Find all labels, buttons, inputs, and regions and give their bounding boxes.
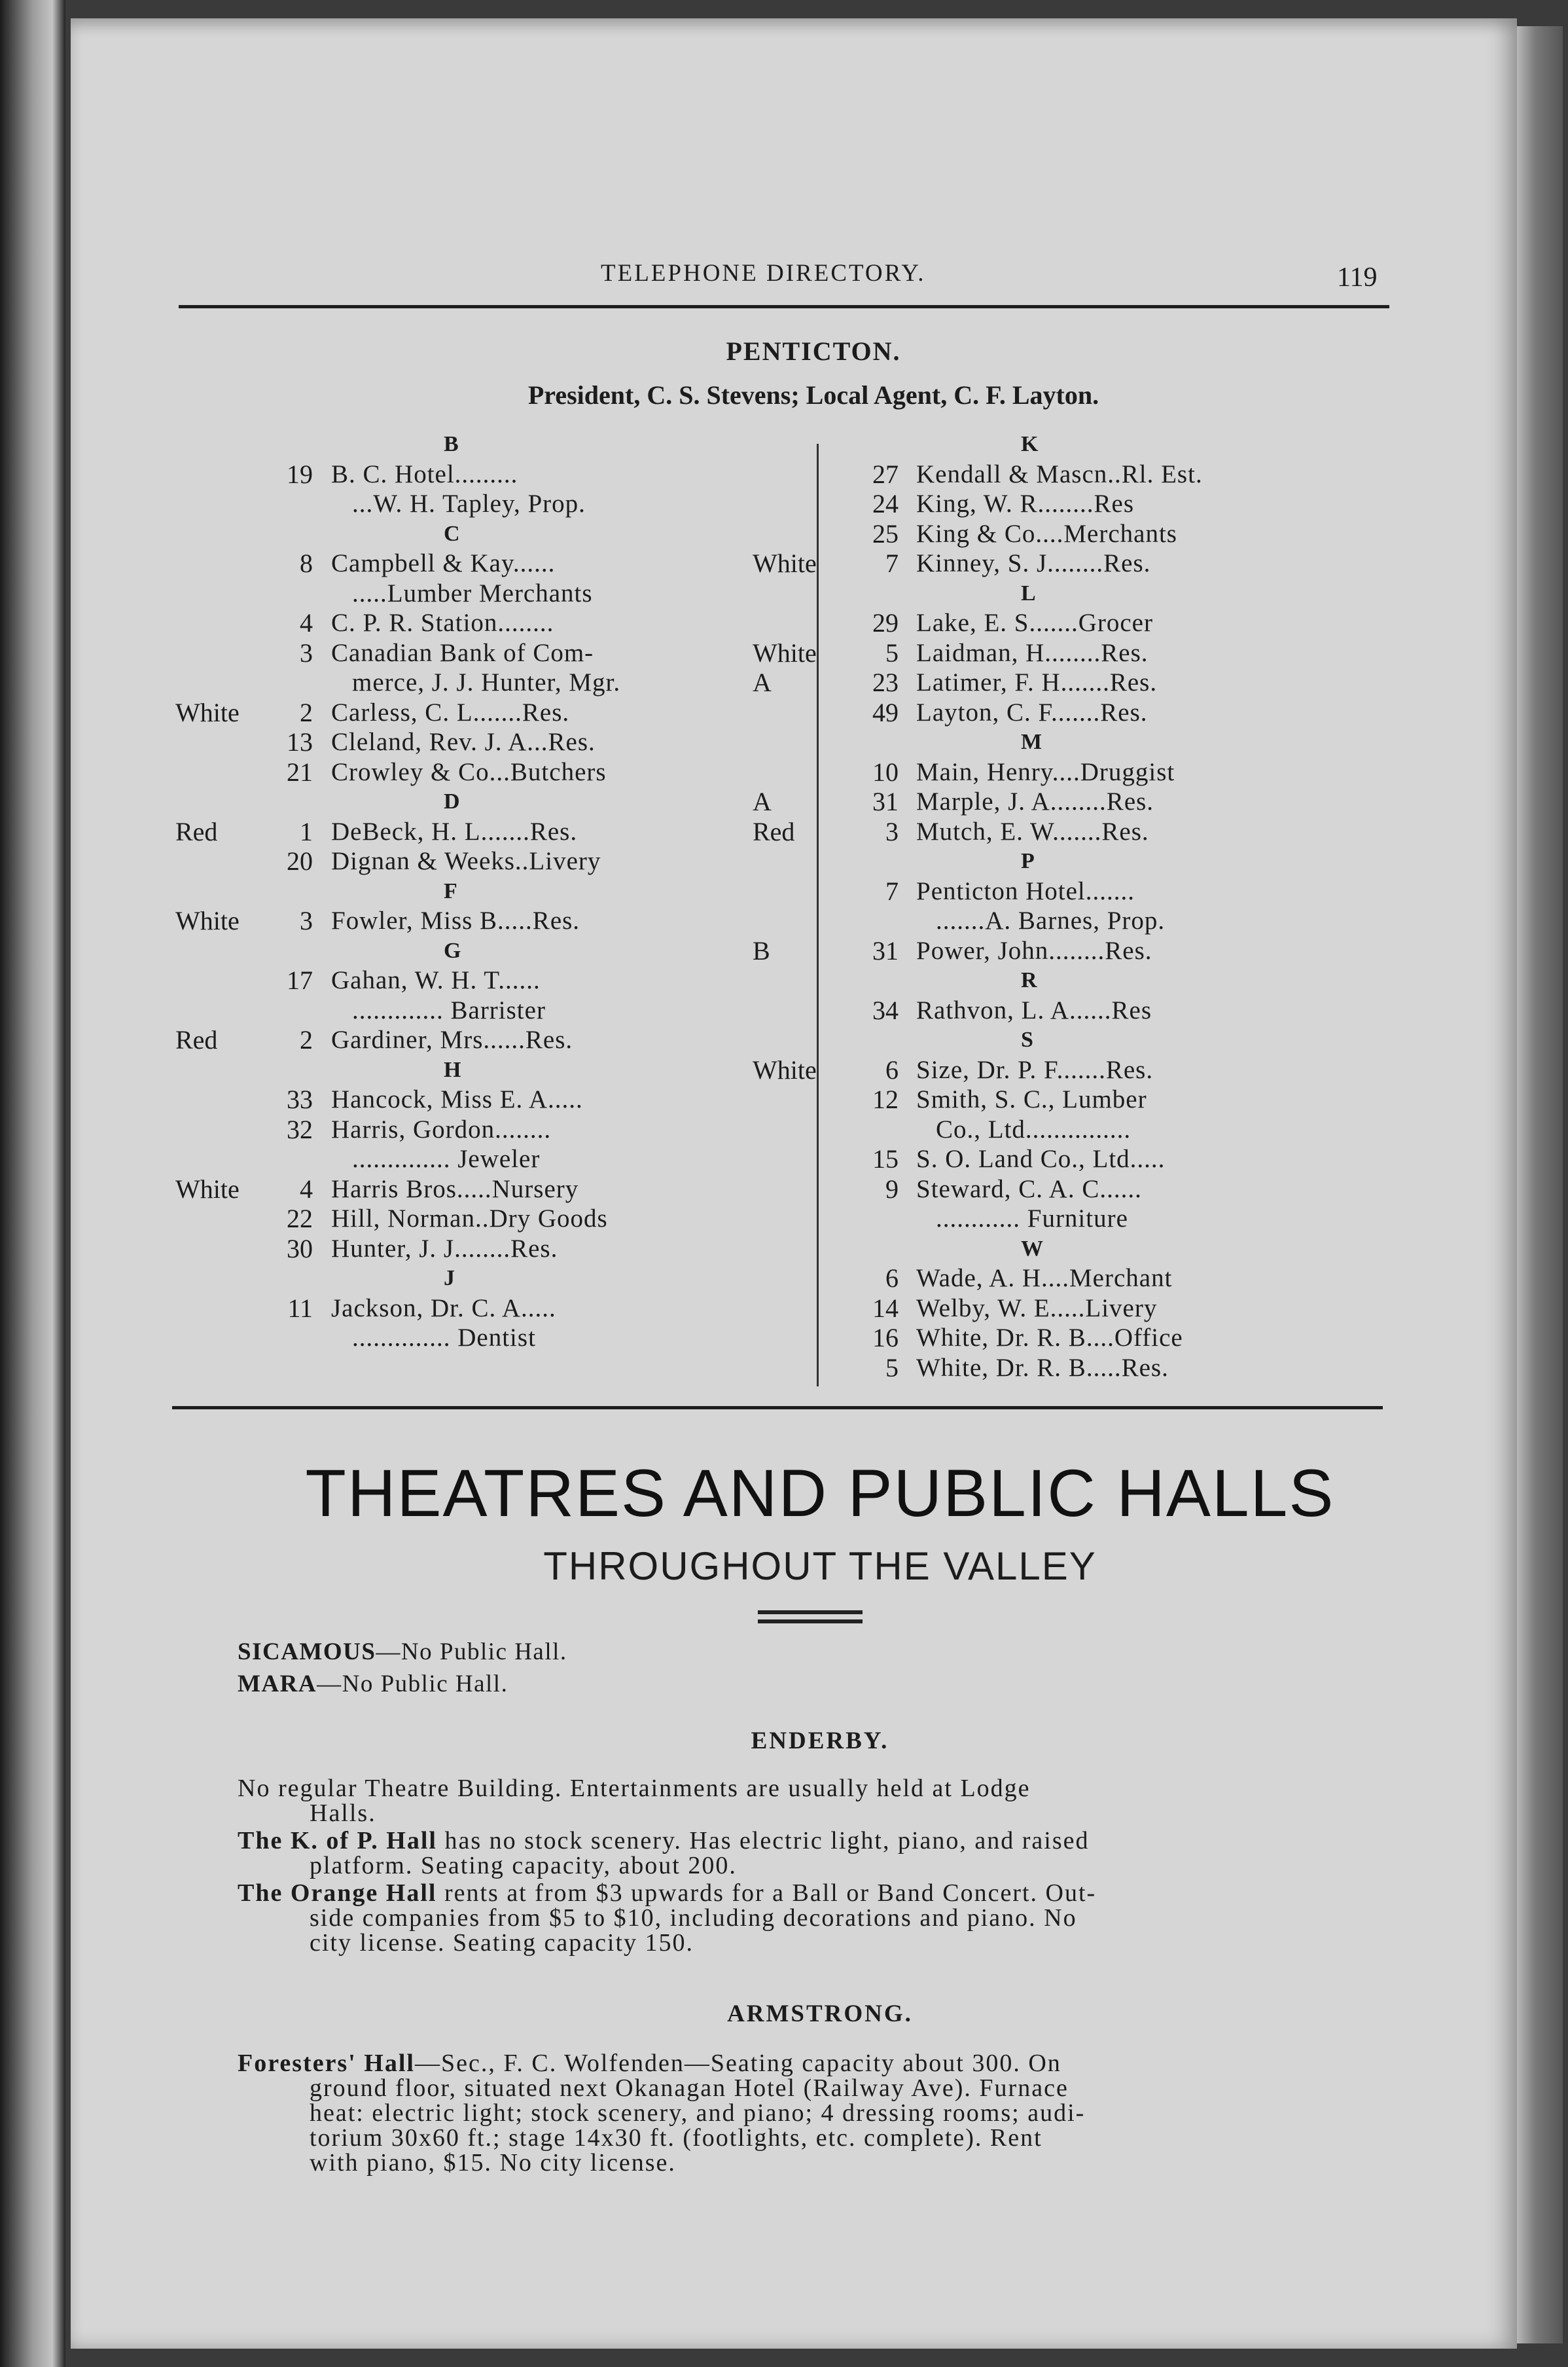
left-listing-continuation: ...W. H. Tapley, Prop.	[352, 490, 586, 518]
left-phone-number: 30	[287, 1233, 313, 1263]
left-phone-number: 32	[287, 1114, 313, 1144]
left-letter-heading: F	[444, 878, 457, 903]
right-phone-number: 31	[872, 935, 899, 966]
left-letter-heading: H	[444, 1057, 461, 1082]
enderby-p1-line2: Halls.	[310, 1799, 376, 1827]
town-officers: President, C. S. Stevens; Local Agent, C. F. Layton.	[527, 380, 1099, 410]
right-listing-name: White, Dr. R. B....Office	[916, 1324, 1183, 1352]
scan-edge-right	[1517, 26, 1563, 2343]
left-phone-number: 3	[300, 638, 313, 668]
left-ring-tag: White	[175, 697, 240, 727]
section-title: THEATRES AND PUBLIC HALLS	[305, 1456, 1335, 1530]
right-listing-name: King & Co....Merchants	[916, 519, 1177, 548]
left-listing-name: Gahan, W. H. T......	[331, 966, 541, 994]
left-phone-number: 8	[300, 549, 313, 578]
section-subtitle: THROUGHOUT THE VALLEY	[543, 1544, 1097, 1588]
orange-hall-name: The Orange Hall	[238, 1879, 437, 1907]
right-phone-number: 6	[885, 1055, 899, 1085]
right-listing-name: Welby, W. E.....Livery	[916, 1293, 1158, 1322]
right-listing-name: Latimer, F. H.......Res.	[916, 668, 1158, 696]
page-number: 119	[1337, 262, 1378, 293]
right-phone-number: 12	[872, 1085, 899, 1114]
foresters-hall-name: Foresters' Hall	[238, 2050, 415, 2077]
right-listing-name: Layton, C. F.......Res.	[916, 698, 1148, 727]
left-letter-heading: G	[444, 938, 461, 963]
left-phone-number: 3	[300, 906, 313, 935]
left-ring-tag: Red	[175, 816, 218, 846]
right-listing-name: Rathvon, L. A......Res	[916, 996, 1152, 1024]
right-listing-name: White, Dr. R. B.....Res.	[916, 1353, 1169, 1382]
left-letter-heading: J	[444, 1266, 455, 1290]
enderby-p2-line2: platform. Seating capacity, about 200.	[310, 1852, 737, 1879]
enderby-paragraph-1	[238, 1776, 1376, 1826]
right-letter-heading: M	[1021, 730, 1042, 754]
left-listing-name: DeBeck, H. L.......Res.	[331, 817, 578, 846]
enderby-p1-line1: No regular Theatre Building. Entertainments are usually held at Lodge	[238, 1775, 1031, 1802]
right-phone-number: 16	[872, 1323, 899, 1352]
right-phone-number: 23	[872, 668, 899, 697]
armstrong-line4: torium 30x60 ft.; stage 14x30 ft. (footlights, etc. complete). Rent	[310, 2124, 1042, 2152]
right-phone-number: 24	[872, 489, 899, 518]
left-phone-number: 17	[287, 966, 313, 995]
left-listing-name: Harris Bros.....Nursery	[331, 1174, 579, 1203]
left-listing-name: Fowler, Miss B.....Res.	[331, 907, 580, 935]
right-phone-number: 7	[885, 549, 899, 578]
left-phone-number: 1	[300, 816, 313, 846]
right-ring-tag: White	[753, 1055, 817, 1085]
right-phone-number: 9	[885, 1174, 899, 1204]
right-listing-continuation: .......A. Barnes, Prop.	[936, 907, 1166, 935]
left-listing-name: Carless, C. L.......Res.	[331, 698, 570, 727]
right-listing-name: Kinney, S. J........Res.	[916, 549, 1151, 577]
directory-page	[71, 18, 1517, 2349]
left-ring-tag: White	[175, 1174, 240, 1204]
left-listing-continuation: .....Lumber Merchants	[352, 579, 593, 607]
scan-edge-left	[0, 0, 65, 2367]
left-listing-name: Crowley & Co...Butchers	[331, 757, 607, 786]
right-phone-number: 34	[872, 995, 899, 1025]
right-phone-number: 5	[885, 1352, 899, 1382]
left-letter-heading: B	[444, 432, 459, 456]
right-phone-number: 14	[872, 1293, 899, 1323]
right-listing-name: Lake, E. S.......Grocer	[916, 609, 1153, 637]
right-phone-number: 25	[872, 518, 899, 549]
running-head: TELEPHONE DIRECTORY.	[601, 260, 926, 287]
left-ring-tag: White	[175, 906, 240, 935]
left-phone-number: 19	[287, 459, 313, 489]
right-listing-name: King, W. R........Res	[916, 490, 1135, 518]
right-listing-name: Smith, S. C., Lumber	[916, 1085, 1147, 1113]
right-listing-name: Mutch, E. W.......Res.	[916, 817, 1149, 846]
right-phone-number: 6	[885, 1263, 899, 1293]
enderby-paragraph-3	[238, 1881, 1376, 1955]
right-listing-name: Penticton Hotel.......	[916, 876, 1135, 905]
left-letter-heading: D	[444, 789, 460, 814]
left-phone-number: 22	[287, 1204, 313, 1233]
left-listing-name: Hunter, J. J........Res.	[331, 1234, 558, 1263]
right-phone-number: 29	[872, 608, 899, 638]
armstrong-line1: —Sec., F. C. Wolfenden—Seating capacity about 300. On	[414, 2050, 1061, 2077]
right-letter-heading: P	[1021, 849, 1035, 873]
left-phone-number: 4	[300, 1174, 313, 1204]
enderby-p2-line1: has no stock scenery. Has electric light, piano, and raised	[437, 1827, 1090, 1854]
armstrong-line2: ground floor, situated next Okanagan Hotel (Railway Ave). Furnace	[310, 2074, 1069, 2102]
ornament-rule-bottom	[758, 1619, 863, 1623]
left-listing-name: Hill, Norman..Dry Goods	[331, 1204, 608, 1233]
sicamous-text: —No Public Hall.	[376, 1638, 567, 1665]
right-letter-heading: L	[1021, 581, 1036, 605]
right-listing-name: Steward, C. A. C......	[916, 1174, 1142, 1203]
right-ring-tag: Red	[753, 816, 795, 846]
right-phone-number: 49	[872, 697, 899, 727]
left-listing-name: Cleland, Rev. J. A...Res.	[331, 728, 596, 756]
right-listing-name: S. O. Land Co., Ltd.....	[916, 1145, 1166, 1173]
mara-text: —No Public Hall.	[317, 1671, 508, 1697]
ornament-rule-top	[758, 1610, 863, 1614]
left-phone-number: 11	[287, 1293, 313, 1323]
enderby-heading: ENDERBY.	[751, 1727, 889, 1754]
right-phone-number: 7	[885, 876, 899, 906]
right-listing-name: Laidman, H........Res.	[916, 638, 1149, 667]
right-letter-heading: W	[1021, 1236, 1043, 1261]
right-listing-name: Marple, J. A........Res.	[916, 787, 1154, 816]
mara-name: MARA	[238, 1671, 317, 1697]
left-listing-name: Harris, Gordon........	[331, 1115, 552, 1144]
left-phone-number: 4	[300, 608, 313, 638]
right-letter-heading: S	[1021, 1028, 1033, 1052]
left-letter-heading: C	[444, 521, 460, 546]
left-listing-continuation: merce, J. J. Hunter, Mgr.	[352, 668, 621, 696]
armstrong-heading: ARMSTRONG.	[727, 2000, 913, 2027]
right-listing-name: Wade, A. H....Merchant	[916, 1264, 1173, 1292]
right-listing-name: Kendall & Mascn..Rl. Est.	[916, 460, 1203, 488]
right-listing-name: Main, Henry....Druggist	[916, 757, 1175, 786]
town-title: PENTICTON.	[726, 336, 901, 366]
left-listing-name: Dignan & Weeks..Livery	[331, 847, 601, 875]
right-phone-number: 31	[872, 787, 899, 816]
right-phone-number: 10	[872, 757, 899, 787]
right-phone-number: 15	[872, 1144, 899, 1174]
left-listing-name: Gardiner, Mrs......Res.	[331, 1026, 573, 1054]
right-listing-continuation: Co., Ltd...............	[936, 1115, 1131, 1144]
enderby-p3-line2: side companies from $5 to $10, including decorations and piano. No	[310, 1904, 1077, 1932]
section-rule	[172, 1406, 1383, 1409]
header-rule	[179, 305, 1389, 308]
armstrong-line3: heat: electric light; stock scenery, and piano; 4 dressing rooms; audi-	[310, 2099, 1086, 2127]
left-ring-tag: Red	[175, 1025, 218, 1055]
right-phone-number: 27	[872, 459, 899, 489]
left-phone-number: 33	[287, 1085, 313, 1114]
right-ring-tag: A	[753, 668, 772, 697]
right-listing-name: Size, Dr. P. F.......Res.	[916, 1055, 1154, 1084]
left-listing-name: Canadian Bank of Com-	[331, 638, 594, 667]
right-letter-heading: R	[1021, 968, 1037, 992]
enderby-p3-line1: rents at from $3 upwards for a Ball or Band Concert. Out-	[437, 1879, 1097, 1907]
enderby-paragraph-2	[238, 1828, 1376, 1878]
sicamous-entry	[238, 1640, 1376, 1664]
column-divider	[817, 444, 819, 1386]
armstrong-line5: with piano, $15. No city license.	[310, 2149, 676, 2177]
right-letter-heading: K	[1021, 432, 1039, 456]
left-listing-continuation: .............. Jeweler	[352, 1145, 541, 1173]
right-listing-continuation: ............ Furniture	[936, 1204, 1128, 1233]
left-listing-name: C. P. R. Station........	[331, 609, 554, 637]
sicamous-name: SICAMOUS	[238, 1638, 376, 1665]
left-phone-number: 20	[287, 846, 313, 876]
left-listing-continuation: .............. Dentist	[352, 1324, 536, 1352]
mara-entry	[238, 1672, 1376, 1696]
left-listing-name: Campbell & Kay......	[331, 549, 556, 577]
left-listing-name: B. C. Hotel.........	[331, 460, 518, 488]
left-listing-name: Hancock, Miss E. A.....	[331, 1085, 583, 1113]
left-listing-name: Jackson, Dr. C. A.....	[331, 1293, 556, 1322]
armstrong-paragraph	[238, 2051, 1376, 2175]
right-ring-tag: White	[753, 638, 817, 668]
enderby-p3-line3: city license. Seating capacity 150.	[310, 1929, 694, 1957]
right-phone-number: 5	[885, 638, 899, 668]
right-ring-tag: White	[753, 549, 817, 578]
left-phone-number: 2	[300, 697, 313, 727]
right-listing-name: Power, John........Res.	[916, 936, 1152, 965]
left-phone-number: 13	[287, 727, 313, 757]
kofp-hall-name: The K. of P. Hall	[238, 1827, 437, 1854]
right-phone-number: 3	[885, 816, 899, 846]
right-ring-tag: B	[753, 935, 770, 966]
left-listing-continuation: ............. Barrister	[352, 996, 546, 1024]
right-ring-tag: A	[753, 787, 772, 816]
left-phone-number: 21	[287, 757, 313, 787]
left-phone-number: 2	[300, 1025, 313, 1055]
